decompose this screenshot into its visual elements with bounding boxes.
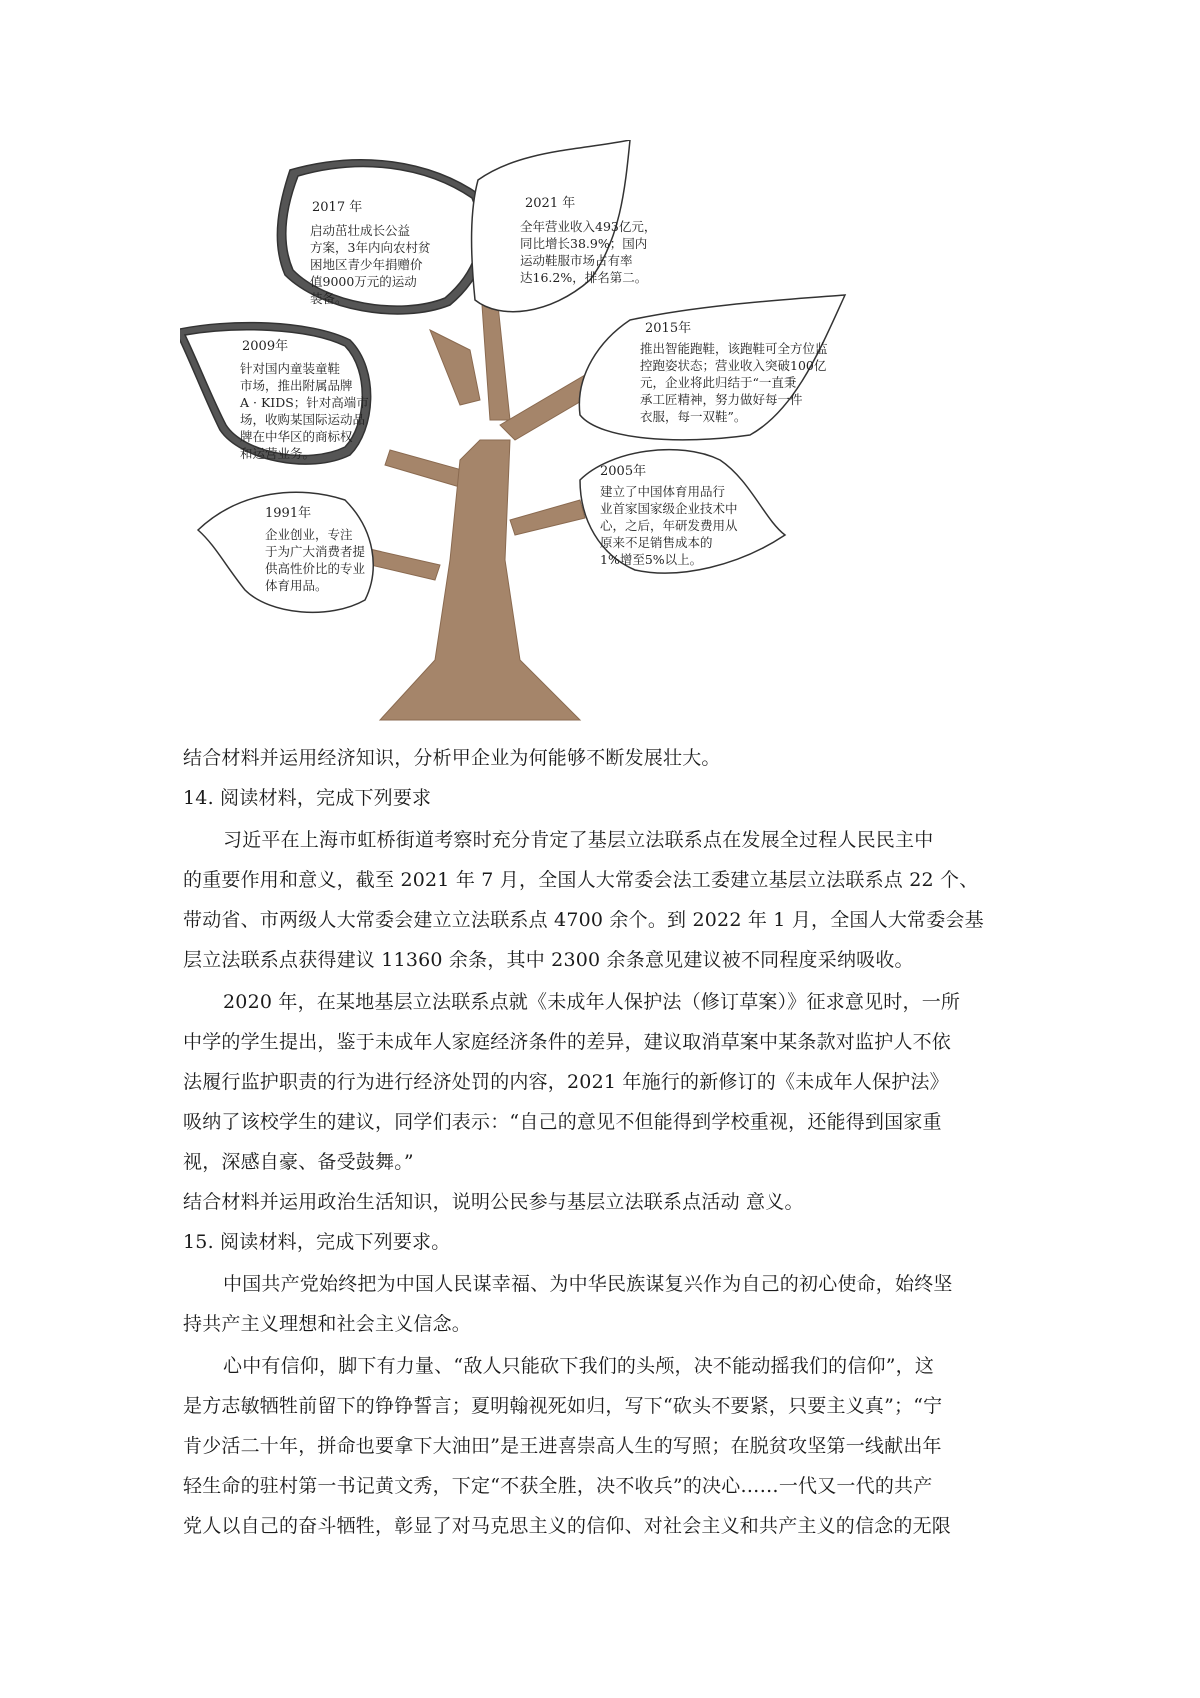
leaf-line: 体育用品。 [265, 578, 328, 593]
q15-material-line: 肯少活二十年，拼命也要拿下大油田”是王进喜崇高人生的写照；在脱贫攻坚第一线献出年 [183, 1435, 942, 1457]
q15-material-line: 党人以自己的奋斗牺牲，彰显了对马克思主义的信仰、对社会主义和共产主义的信念的无限 [183, 1515, 952, 1537]
leaf-line: 心，之后，年研发费用从 [600, 518, 738, 533]
leaf-line: 运动鞋服市场占有率 [520, 253, 633, 268]
leaf-line: 达16.2%，排名第二。 [520, 270, 648, 285]
q14-material-line: 中学的学生提出，鉴于未成年人家庭经济条件的差异，建议取消草案中某条款对监护人不依 [183, 1031, 952, 1053]
leaf-text-2021 [520, 218, 656, 286]
leaf-line: 衣服，每一双鞋”。 [640, 409, 747, 424]
q14-material-line: 习近平在上海市虹桥街道考察时充分肯定了基层立法联系点在发展全过程人民民主中 [223, 829, 934, 851]
leaf-line: 控跑姿状态；营业收入突破100亿 [640, 358, 827, 373]
leaf-line: 启动茁壮成长公益 [310, 223, 411, 238]
leaf-year-2005: 2005年 [600, 464, 647, 479]
leaf-line: 同比增长38.9%；国内 [520, 236, 648, 251]
leaf-line: 困地区青少年捐赠价 [310, 257, 423, 272]
leaf-line: 元，企业将此归结于“一直秉 [640, 375, 797, 390]
leaf-line: 全年营业收入493亿元， [520, 219, 657, 234]
leaf-year-2009: 2009年 [242, 339, 289, 354]
leaf-line: 于为广大消费者提 [265, 544, 366, 559]
leaf-line: 市场，推出附属品牌 [240, 378, 353, 393]
leaf-text-2009 [240, 360, 369, 462]
leaf-line: 装备。 [310, 291, 348, 306]
leaf-text-2017 [310, 222, 430, 307]
leaf-line: 供高性价比的专业 [265, 561, 366, 576]
q15-material-line: 轻生命的驻村第一书记黄文秀，下定“不获全胜，决不收兵”的决心……一代又一代的共产 [183, 1475, 933, 1497]
leaf-line: A · KIDS；针对高端市 [240, 395, 369, 410]
question-14-prompt: 结合材料并运用政治生活知识，说明公民参与基层立法联系点活动 意义。 [183, 1191, 804, 1213]
question-15-heading: 15. 阅读材料，完成下列要求。 [183, 1231, 451, 1253]
leaf-year-2015: 2015年 [645, 321, 692, 336]
leaf-text-2015 [640, 340, 828, 425]
leaf-line: 承工匠精神，努力做好每一件 [640, 392, 803, 407]
q15-material-line: 持共产主义理想和社会主义信念。 [183, 1313, 472, 1335]
leaf-line: 建立了中国体育用品行 [600, 484, 726, 499]
leaf-year-2021: 2021 年 [525, 196, 576, 211]
leaf-year-1991: 1991年 [265, 506, 312, 521]
leaf-line: 业首家国家级企业技术中 [600, 501, 738, 516]
leaf-text-1991 [265, 526, 365, 594]
leaf-line: 值9000万元的运动 [310, 274, 417, 289]
leaf-line: 牌在中华区的商标权 [240, 429, 353, 444]
q14-material-line: 层立法联系点获得建议 11360 余条，其中 2300 余条意见建议被不同程度采纳吸收。 [183, 949, 914, 971]
leaf-line: 企业创业，专注 [265, 527, 353, 542]
leaf-line: 场，收购某国际运动品 [240, 412, 366, 427]
q14-material-line: 带动省、市两级人大常委会建立立法联系点 4700 余个。到 2022 年 1 月，全国人大常委会基 [183, 909, 984, 931]
q14-material-line: 视，深感自豪、备受鼓舞。” [183, 1151, 414, 1173]
leaf-line: 针对国内童装童鞋 [240, 361, 341, 376]
q14-material-line: 吸纳了该校学生的建议，同学们表示：“自己的意见不但能得到学校重视，还能得到国家重 [183, 1111, 942, 1133]
q15-material-line: 是方志敏牺牲前留下的铮铮誓言；夏明翰视死如归，写下“砍头不要紧，只要主义真”；“宁 [183, 1395, 943, 1417]
tree-figure [180, 140, 940, 730]
leaf-line: 方案，3年内向农村贫 [310, 240, 431, 255]
q14-material-line: 2020 年，在某地基层立法联系点就《未成年人保护法（修订草案）》征求意见时，一所 [223, 991, 961, 1013]
q14-material-line: 法履行监护职责的行为进行经济处罚的内容，2021 年施行的新修订的《未成年人保护法》 [183, 1071, 949, 1093]
leaf-line: 1%增至5%以上。 [600, 552, 703, 567]
q15-material-line: 心中有信仰，脚下有力量、“敌人只能砍下我们的头颅，决不能动摇我们的信仰”，这 [223, 1355, 935, 1377]
q14-material-line: 的重要作用和意义，截至 2021 年 7 月，全国人大常委会法工委建立基层立法联系点 22 个、 [183, 869, 979, 891]
leaf-line: 和运营业务。 [240, 446, 316, 461]
leaf-text-2005 [600, 483, 738, 568]
leaf-line: 原来不足销售成本的 [600, 535, 713, 550]
q15-material-line: 中国共产党始终把为中国人民谋幸福、为中华民族谋复兴作为自己的初心使命，始终坚 [223, 1273, 953, 1295]
question-14-heading: 14. 阅读材料，完成下列要求 [183, 787, 432, 809]
leaf-year-2017: 2017 年 [312, 200, 363, 215]
leaf-line: 推出智能跑鞋，该跑鞋可全方位监 [640, 341, 828, 356]
question-13-prompt: 结合材料并运用经济知识，分析甲企业为何能够不断发展壮大。 [183, 747, 721, 769]
